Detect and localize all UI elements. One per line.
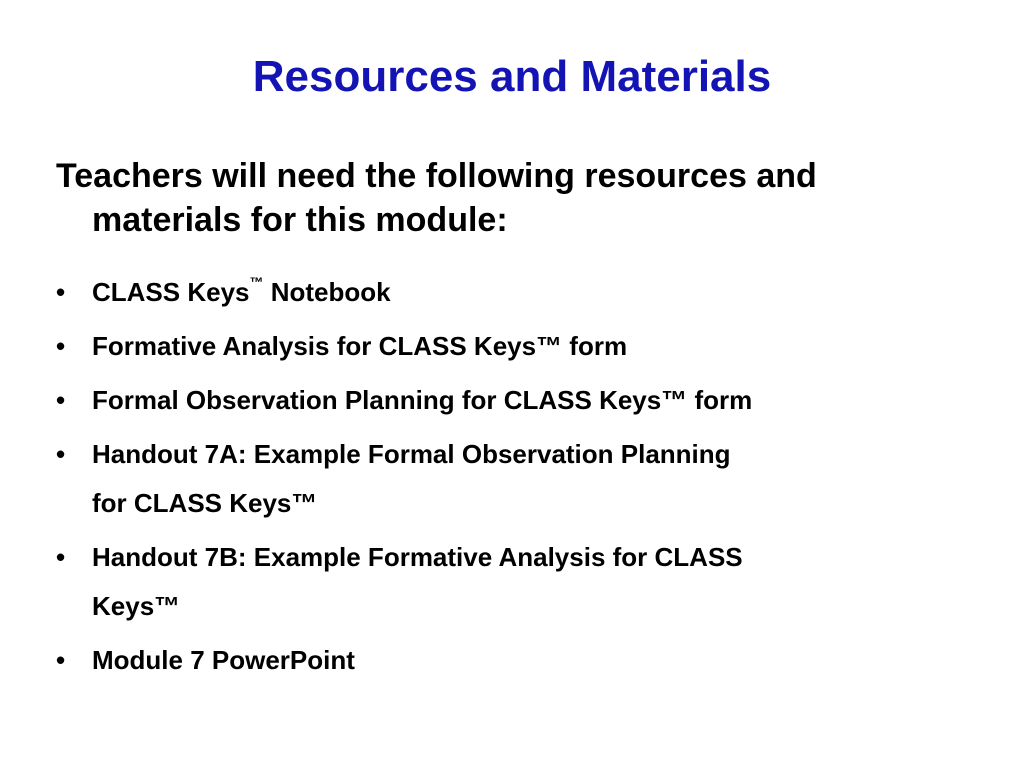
list-item xyxy=(56,376,986,425)
bullet-icon: • xyxy=(56,645,66,675)
list-item-text-line-2: for CLASS Keys™ xyxy=(92,488,318,518)
list-item xyxy=(56,322,986,371)
list-item xyxy=(56,533,986,631)
list-item xyxy=(56,636,986,685)
resource-list xyxy=(56,268,986,685)
bullet-icon: • xyxy=(56,542,66,572)
bullet-icon: • xyxy=(56,331,66,361)
bullet-icon: • xyxy=(56,385,66,415)
list-item-text-line-2: Keys™ xyxy=(92,591,181,621)
list-item-text: Module 7 PowerPoint xyxy=(92,645,355,675)
list-item-text-line-1: Handout 7A: Example Formal Observation Planning xyxy=(92,439,731,469)
list-item-text: Formal Observation Planning for CLASS Keys™ form xyxy=(92,385,753,415)
intro-paragraph xyxy=(56,154,986,242)
list-item-text-line-1: Handout 7B: Example Formative Analysis for CLASS xyxy=(92,542,743,572)
list-item-text: Formative Analysis for CLASS Keys™ form xyxy=(92,331,628,361)
list-item xyxy=(56,268,986,317)
slide-title: Resources and Materials xyxy=(252,52,772,101)
list-item-text xyxy=(92,268,986,317)
intro-line-2: materials for this module: xyxy=(92,201,508,239)
intro-line-1: Teachers will need the following resources and xyxy=(56,157,817,195)
bullet-icon: • xyxy=(56,277,66,307)
list-item xyxy=(56,430,986,528)
list-item-suffix: Notebook xyxy=(263,277,391,307)
bullet-icon: • xyxy=(56,439,66,469)
trademark-superscript: ™ xyxy=(249,274,264,290)
list-item-main: CLASS Keys xyxy=(92,277,250,307)
